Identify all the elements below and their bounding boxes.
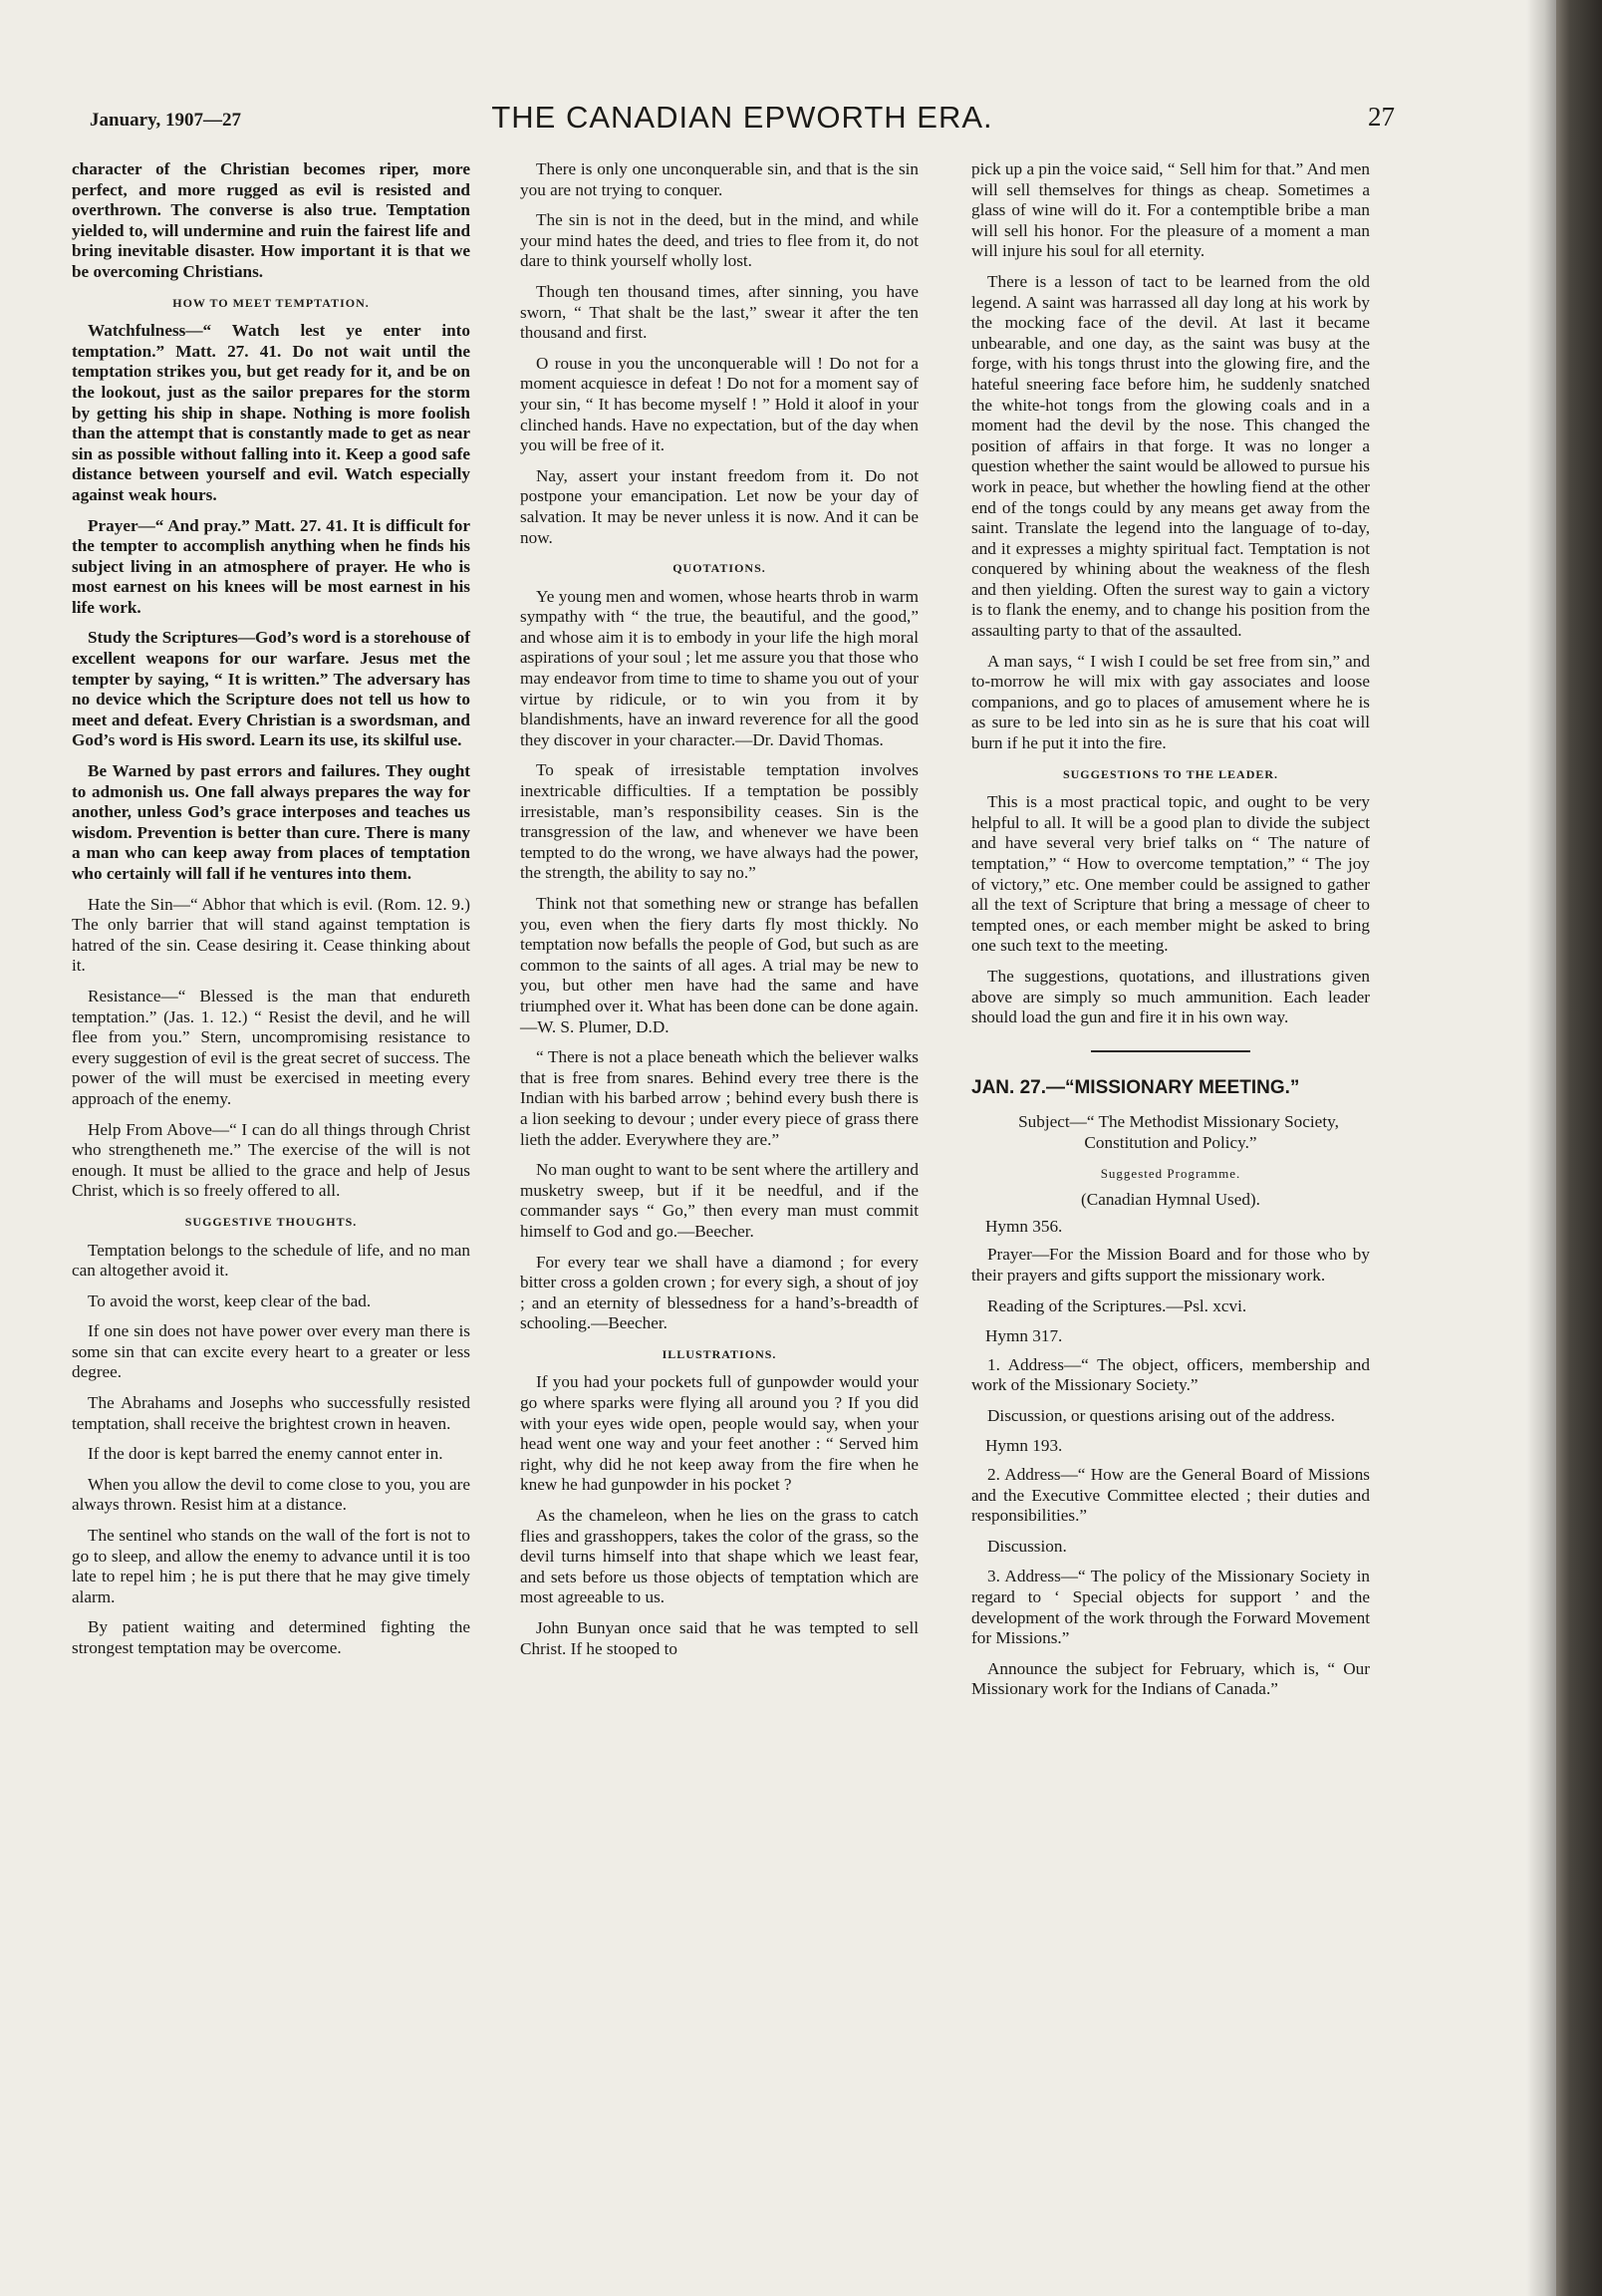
programme-item: 1. Address—“ The object, officers, membership and work of the Missionary Society.”	[971, 1354, 1370, 1395]
paragraph: Though ten thousand times, after sinning, you have sworn, “ That shalt be the last,” swear it after the ten thousand and first.	[520, 281, 919, 343]
section-heading: SUGGESTIONS TO THE LEADER.	[1062, 766, 1279, 781]
programme-note: (Canadian Hymnal Used).	[1081, 1190, 1260, 1210]
paragraph: Help From Above—“ I can do all things through Christ who strengtheneth me.” The exercise of the will is not enough. It must be allied to the grace and help of Jesus Christ, which is so freely offered to all.	[72, 1119, 470, 1201]
programme-item: Discussion.	[987, 1536, 1067, 1556]
paragraph: Temptation belongs to the schedule of life, and no man can altogether avoid it.	[72, 1240, 470, 1281]
paragraph: The Abrahams and Josephs who successfully resisted temptation, shall receive the brightest crown in heaven.	[72, 1393, 470, 1433]
paragraph: “ There is not a place beneath which the believer walks that is free from snares. Behind every tree there is the Indian with his barbed arrow ; behind every bush there is a lion seeking to devour ; under every piece of grass there lieth the adder. Everywhere they are.”	[520, 1047, 919, 1149]
programme-item: 3. Address—“ The policy of the Missionary Society in regard to ‘ Special objects for support ’ and the development of the work through the Forward Movement for Missions.”	[971, 1567, 1370, 1648]
column-1	[72, 159, 470, 1669]
book-binding	[1556, 0, 1602, 2296]
paragraph: The sentinel who stands on the wall of the fort is not to go to sleep, and allow the enemy to advance until it is too late to repel him ; he is put there that he may give timely alarm.	[72, 1526, 470, 1606]
meeting-subject: Subject—“ The Methodist Missionary Society, Constitution and Policy.”	[1018, 1112, 1339, 1152]
programme-item: Hymn 193.	[985, 1436, 1063, 1456]
programme-item: Hymn 317.	[985, 1326, 1063, 1346]
paragraph: There is only one unconquerable sin, and that is the sin you are not trying to conquer.	[520, 159, 919, 199]
divider	[1091, 1050, 1250, 1052]
paragraph: To speak of irresistable temptation involves inextricable difficulties. If a temptation be possibly irresistable, man’s responsibility ceases. Sin is the transgression of the law, and whenever we have been tempted to do the wrong, we have always had the power, the strength, the ability to say no.”	[520, 760, 919, 883]
page-header	[90, 100, 1395, 140]
column-3	[971, 159, 1370, 1710]
paragraph: Be Warned by past errors and failures. They ought to admonish us. One fall always prepares the way for another, unless God’s grace interposes and teaches us wisdom. Prevention is better than cure. There is many a man who can keep away from places of temptation who certainly will fall if he ventures into them.	[72, 761, 470, 883]
section-heading: HOW TO MEET TEMPTATION.	[172, 295, 370, 310]
programme-item: Prayer—For the Mission Board and for those who by their prayers and gifts support the missionary work.	[971, 1245, 1370, 1285]
paragraph: Prayer—“ And pray.” Matt. 27. 41. It is difficult for the tempter to accomplish anything when he finds his subject living in an atmosphere of prayer. He who is most earnest on his knees will be most earnest in his life work.	[72, 515, 470, 617]
paragraph: John Bunyan once said that he was tempted to sell Christ. If he stooped to	[520, 1618, 919, 1658]
section-heading: QUOTATIONS.	[672, 561, 766, 576]
programme-item: Announce the subject for February, which is, “ Our Missionary work for the Indians of Canada.”	[971, 1658, 1370, 1699]
programme-item: Discussion, or questions arising out of the address.	[987, 1405, 1335, 1425]
section-heading: ILLUSTRATIONS.	[662, 1346, 777, 1361]
paragraph: A man says, “ I wish I could be set free from sin,” and to-morrow he will mix with gay associates and loose companions, and go to places of amusement where he is as sure to be led into sin as he is sure that his coat will burn if he put it into the fire.	[971, 651, 1370, 753]
paragraph: If you had your pockets full of gunpowder would your go where sparks were flying all around you ? If you did with your eyes wide open, people would say, when your head went one way and your feet another : “ Served him right, why did he not keep away from the fire when he knew he had gunpowder in his pocket ?	[520, 1372, 919, 1495]
paragraph: This is a most practical topic, and ought to be very helpful to all. It will be a good plan to divide the subject and have several very brief talks on “ The nature of temptation,” “ How to overcome temptation,” “ The joy of victory,” etc. One member could be assigned to gather all the text of Scripture that bring a message of cheer to tempted ones, or each member might be asked to bring one such text to the meeting.	[971, 792, 1370, 956]
paragraph: No man ought to want to be sent where the artillery and musketry sweep, but if it be needful, and if the commander says “ Go,” then every man must commit himself to God and go.—Beecher.	[520, 1160, 919, 1241]
paragraph: If the door is kept barred the enemy cannot enter in.	[88, 1444, 443, 1464]
programme-title: Suggested Programme.	[1100, 1165, 1241, 1181]
paragraph: Watchfulness—“ Watch lest ye enter into temptation.” Matt. 27. 41. Do not wait until the temptation strikes you, but get ready for it, and be on the lookout, just as the sailor prepares for the storm by getting his ship in shape. Nothing is more foolish than the attempt that is constantly made to get as near sin as possible without falling into it. Keep a good safe distance between yourself and evil. Watch especially against weak hours.	[72, 321, 470, 504]
paragraph: Study the Scriptures—God’s word is a storehouse of excellent weapons for our warfare. Jesus met the tempter by saying, “ It is written.” The adversary has no device which the Scripture does not tell us how to meet and defeat. Every Christian is a swordsman, and God’s word is His sword. Learn its use, its skilful use.	[72, 628, 470, 750]
paragraph: Think not that something new or strange has befallen you, even when the fiery darts fly most thickly. No temptation now befalls the people of God, but such as are common to the saints of all ages. A trial may be new to you, but other men have had the same and have triumphed over it. What has been done can be done again.—W. S. Plumer, D.D.	[520, 894, 919, 1036]
paragraph: For every tear we shall have a diamond ; for every bitter cross a golden crown ; for every sigh, a shout of joy ; and an eternity of blessedness for a hand’s-breadth of schooling.—Beecher.	[520, 1252, 919, 1333]
programme-item: Hymn 356.	[985, 1216, 1063, 1236]
page-number: 27	[1368, 102, 1395, 132]
paragraph: The suggestions, quotations, and illustrations given above are simply so much ammunition. Each leader should load the gun and fire it in his own way.	[971, 966, 1370, 1027]
paragraph: O rouse in you the unconquerable will ! Do not for a moment acquiesce in defeat ! Do not for a moment say of your sin, “ It has become myself ! ” Hold it aloof in your clinched hands. Have no expectation, but of the day when you will be free of it.	[520, 353, 919, 455]
programme-item: 2. Address—“ How are the General Board of Missions and the Executive Committee elected ; their duties and responsibilities.”	[971, 1465, 1370, 1526]
column-2	[520, 159, 919, 1669]
paragraph: By patient waiting and determined fighting the strongest temptation may be overcome.	[72, 1617, 470, 1657]
paragraph: There is a lesson of tact to be learned from the old legend. A saint was harrassed all day long at his work by the mocking face of the devil. At last it became unbearable, and one day, as the saint was busy at the forge, with his tongs thrust into the glowing fire, and the hateful sneering face before him, he suddenly snatched the white-hot tongs from the glowing coals and in a moment had the devil by the nose. This changed the position of affairs in that forge. It was no longer a question whether the saint would be allowed to pursue his work in peace, but whether the howling fiend at the other end of the tongs could by any means get away from the saint. Translate the legend into the language of to-day, and it expresses a mighty spiritual fact. Temptation is not conquered by whining about the weakness of the flesh and then yielding. Often the surest way to gain a victory is to flank the enemy, and to change his position from the assaulting party to that of the assaulted.	[971, 271, 1370, 641]
programme-item: Reading of the Scriptures.—Psl. xcvi.	[987, 1295, 1247, 1315]
issue-date: January, 1907—27	[90, 110, 242, 131]
paragraph: character of the Christian becomes riper, more perfect, and more rugged as evil is resisted and overthrown. The converse is also true. Temptation yielded to, will undermine and ruin the fairest life and bring inevitable disaster. How important it is that we be overcoming Christians.	[72, 159, 470, 281]
paragraph: As the chameleon, when he lies on the grass to catch flies and grasshoppers, takes the color of the grass, so the devil turns himself into that shape which we least fear, and sets before us those objects of temptation which are most agreeable to us.	[520, 1506, 919, 1607]
page-shadow	[1526, 0, 1556, 2296]
paragraph: Ye young men and women, whose hearts throb in warm sympathy with “ the true, the beautiful, and the good,” and whose aim it is to embody in your life the high moral aspirations of your soul ; let me assure you that those who may endeavor from time to time to shame you out of your virtue by ridicule, or to win you from it by blandishments, have an inward reverence for all the good they discover in your character.—Dr. David Thomas.	[520, 586, 919, 749]
section-heading: SUGGESTIVE THOUGHTS.	[184, 1214, 358, 1229]
paragraph: If one sin does not have power over every man there is some sin that can excite every heart to a greater or less degree.	[72, 1321, 470, 1382]
paragraph: Hate the Sin—“ Abhor that which is evil. (Rom. 12. 9.) The only barrier that will stand against temptation is hatred of the sin. Cease desiring it. Cease thinking about it.	[72, 894, 470, 976]
paragraph: Nay, assert your instant freedom from it. Do not postpone your emancipation. Let now be your day of salvation. It may be never unless it is now. And it can be now.	[520, 465, 919, 547]
paragraph: When you allow the devil to come close to you, you are always thrown. Resist him at a distance.	[72, 1474, 470, 1515]
paragraph: The sin is not in the deed, but in the mind, and while your mind hates the deed, and tries to flee from it, do not dare to think yourself wholly lost.	[520, 210, 919, 271]
paragraph: pick up a pin the voice said, “ Sell him for that.” And men will sell themselves for things as cheap. Sometimes a glass of wine will do it. For a contemptible bribe a man will sell his honor. For the pleasure of a moment a man will injure his soul for all eternity.	[971, 159, 1370, 261]
paragraph: To avoid the worst, keep clear of the bad.	[88, 1291, 372, 1310]
publication-title: THE CANADIAN EPWORTH ERA.	[491, 100, 993, 135]
programme-list	[971, 1217, 1370, 1700]
paragraph: Resistance—“ Blessed is the man that endureth temptation.” (Jas. 1. 12.) “ Resist the devil, and he will flee from you.” Stern, uncompromising resistance to every suggestion of evil is the great secret of success. The power of the will must be exercised in meeting every approach of the enemy.	[72, 986, 470, 1108]
meeting-heading: JAN. 27.—“MISSIONARY MEETING.”	[971, 1076, 1300, 1098]
